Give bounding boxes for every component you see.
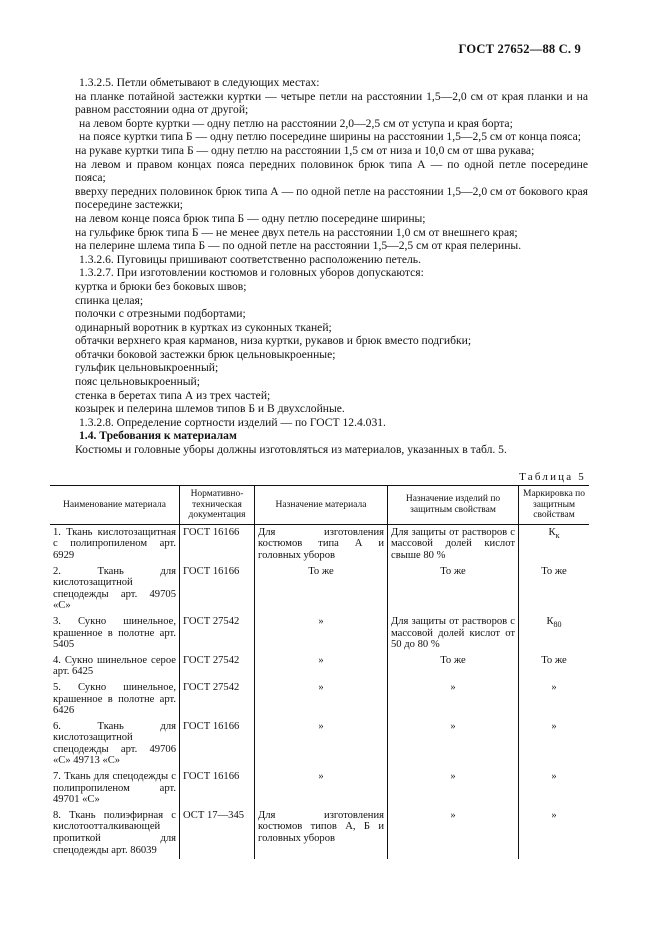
body-text [75,76,588,457]
marking-value: » [551,771,557,783]
cell-protection: То же [388,564,519,614]
paragraph: на планке потайной застежки куртки — четыре петли на расстоянии 1,5—2,0 см от края планки и на равном расстоянии одна от другой; [75,89,588,117]
cell-purpose: Для изготовления костюмов типа А и головных уборов [255,524,388,563]
cell-protection: » [388,769,519,808]
header-protective-purpose: Назначение изделий по защитным свойствам [388,486,519,525]
cell-protection: То же [388,653,519,680]
marking-index: к [555,530,560,540]
paragraph: 1.3.2.5. Петли обметывают в следующих местах: [79,76,320,89]
table-row [50,680,589,719]
table-row [50,653,589,680]
page-header: ГОСТ 27652—88 С. 9 [458,42,581,56]
paragraph: 1.3.2.7. При изготовлении костюмов и головных уборов допускаются: [79,266,424,280]
header-marking: Маркировка по защитным свойствам [519,486,590,525]
paragraph: спинка целая; [75,293,144,307]
cell-doc: ГОСТ 16166 [180,524,255,563]
table-row [50,769,589,808]
cell-material-name: 2. Ткань для кислотозащитной спецодежды арт. 49705 «С» [53,565,176,612]
header-normative-doc: Нормативно-техническая документация [180,486,255,525]
table-row [50,808,589,859]
paragraph: козырек и пелерина шлемов типов Б и В двухслойные. [75,402,345,416]
cell-marking [519,564,590,614]
table-row [50,719,589,769]
cell-doc: ГОСТ 27542 [180,680,255,719]
cell-doc: ГОСТ 16166 [180,769,255,808]
paragraph: обтачки боковой застежки брюк цельновыкроенные; [75,347,336,361]
cell-material-name: 6. Ткань для кислотозащитной спецодежды арт. 49706 «С» 49713 «С» [53,720,176,767]
paragraph: на левом и правом концах пояса передних половинок брюк типа А — по одной петле посередине пояса; [75,157,588,185]
cell-marking [519,719,590,769]
cell-protection: Для защиты от растворов с массовой долей кислот от 50 до 80 % [388,614,519,653]
paragraph: обтачки верхнего края карманов, низа куртки, рукавов и брюк вместо подгибки; [75,334,472,348]
paragraph: одинарный воротник в куртках из суконных тканей; [75,320,332,334]
cell-purpose: То же [255,564,388,614]
paragraph: на пелерине шлема типа Б — по одной петле на расстоянии 1,5—2,5 см от края пелерины. [75,239,522,253]
cell-marking [519,680,590,719]
cell-doc: ГОСТ 27542 [180,614,255,653]
paragraph: пояс цельновыкроенный; [75,375,200,389]
marking-value: » [551,809,557,821]
paragraph: на левом борте куртки — одну петлю на расстоянии 2,0—2,5 см от уступа и края борта; [79,116,513,130]
cell-protection: » [388,808,519,859]
cell-material-name: 7. Ткань для спецодежды с полипропиленом арт. 49701 «С» [53,771,176,806]
paragraph: на рукаве куртки типа Б — одну петлю на расстоянии 1,5 см от низа и 10,0 см от шва рукава; [75,143,535,157]
section-title: 1.4. Требования к материалам [79,429,237,443]
marking-value: » [551,720,557,732]
cell-material-name: 3. Сукно шинельное, крашенное в полотне арт. 5405 [53,615,176,651]
marking-value: К [548,526,556,538]
paragraph: вверху передних половинок брюк типа А — по одной петле на расстоянии 1,5—2,0 см от бокового края посередине застежки; [75,184,588,212]
cell-marking [519,524,590,563]
cell-material-name: 5. Сукно шинельное, крашенное в полотне арт. 6426 [53,681,176,717]
cell-purpose: » [255,614,388,653]
header-material-name: Наименование материала [50,486,180,525]
cell-purpose: » [255,719,388,769]
cell-doc: ГОСТ 16166 [180,564,255,614]
header-material-purpose: Назначение материала [255,486,388,525]
table-header-row [50,486,589,525]
cell-marking [519,653,590,680]
cell-protection: Для защиты от растворов с массовой долей кислот свыше 80 % [388,524,519,563]
cell-material-name: 4. Сукно шинельное серое арт. 6425 [53,654,176,678]
paragraph: 1.3.2.6. Пуговицы пришивают соответственно расположению петель. [79,252,421,266]
cell-purpose: » [255,680,388,719]
table-row [50,524,589,563]
cell-marking [519,808,590,859]
marking-value: К [546,615,554,627]
paragraph: гульфик цельновыкроенный; [75,361,219,375]
paragraph: 1.3.2.8. Определение сортности изделий — по ГОСТ 12.4.031. [79,415,386,429]
table-row [50,564,589,614]
cell-material-name: 8. Ткань полиэфирная с кислотоотталкивающей пропиткой для спецодежды арт. 86039 [53,809,176,856]
cell-doc: ОСТ 17—345 [180,808,255,859]
paragraph: на левом конце пояса брюк типа Б — одну петлю посередине ширины; [75,211,426,225]
marking-value: То же [541,654,567,666]
table-caption: Таблица 5 [519,471,586,483]
materials-table [50,485,589,859]
cell-purpose: Для изготовления костюмов типов А, Б и головных уборов [255,808,388,859]
cell-purpose: » [255,653,388,680]
cell-doc: ГОСТ 16166 [180,719,255,769]
cell-purpose: » [255,769,388,808]
cell-material-name: 1. Ткань кислотозащитная с полипропиленом арт. 6929 [53,526,176,561]
cell-marking [519,769,590,808]
marking-value: То же [541,565,567,577]
paragraph: на гульфике брюк типа Б — не менее двух петель на расстоянии 1,0 см от внешнего края; [75,225,518,239]
cell-marking [519,614,590,653]
marking-value: » [551,681,557,693]
marking-index: 80 [553,620,562,630]
paragraph: стенка в беретах типа А из трех частей; [75,388,271,402]
table-row [50,614,589,653]
paragraph: куртка и брюки без боковых швов; [75,279,247,293]
cell-doc: ГОСТ 27542 [180,653,255,680]
cell-protection: » [388,719,519,769]
paragraph: на поясе куртки типа Б — одну петлю посередине ширины на расстоянии 1,5—2,5 см от конца пояса; [79,130,581,144]
section-text: Костюмы и головные уборы должны изготовляться из материалов, указанных в табл. 5. [75,443,507,457]
paragraph: полочки с отрезными подбортами; [75,307,246,321]
cell-protection: » [388,680,519,719]
